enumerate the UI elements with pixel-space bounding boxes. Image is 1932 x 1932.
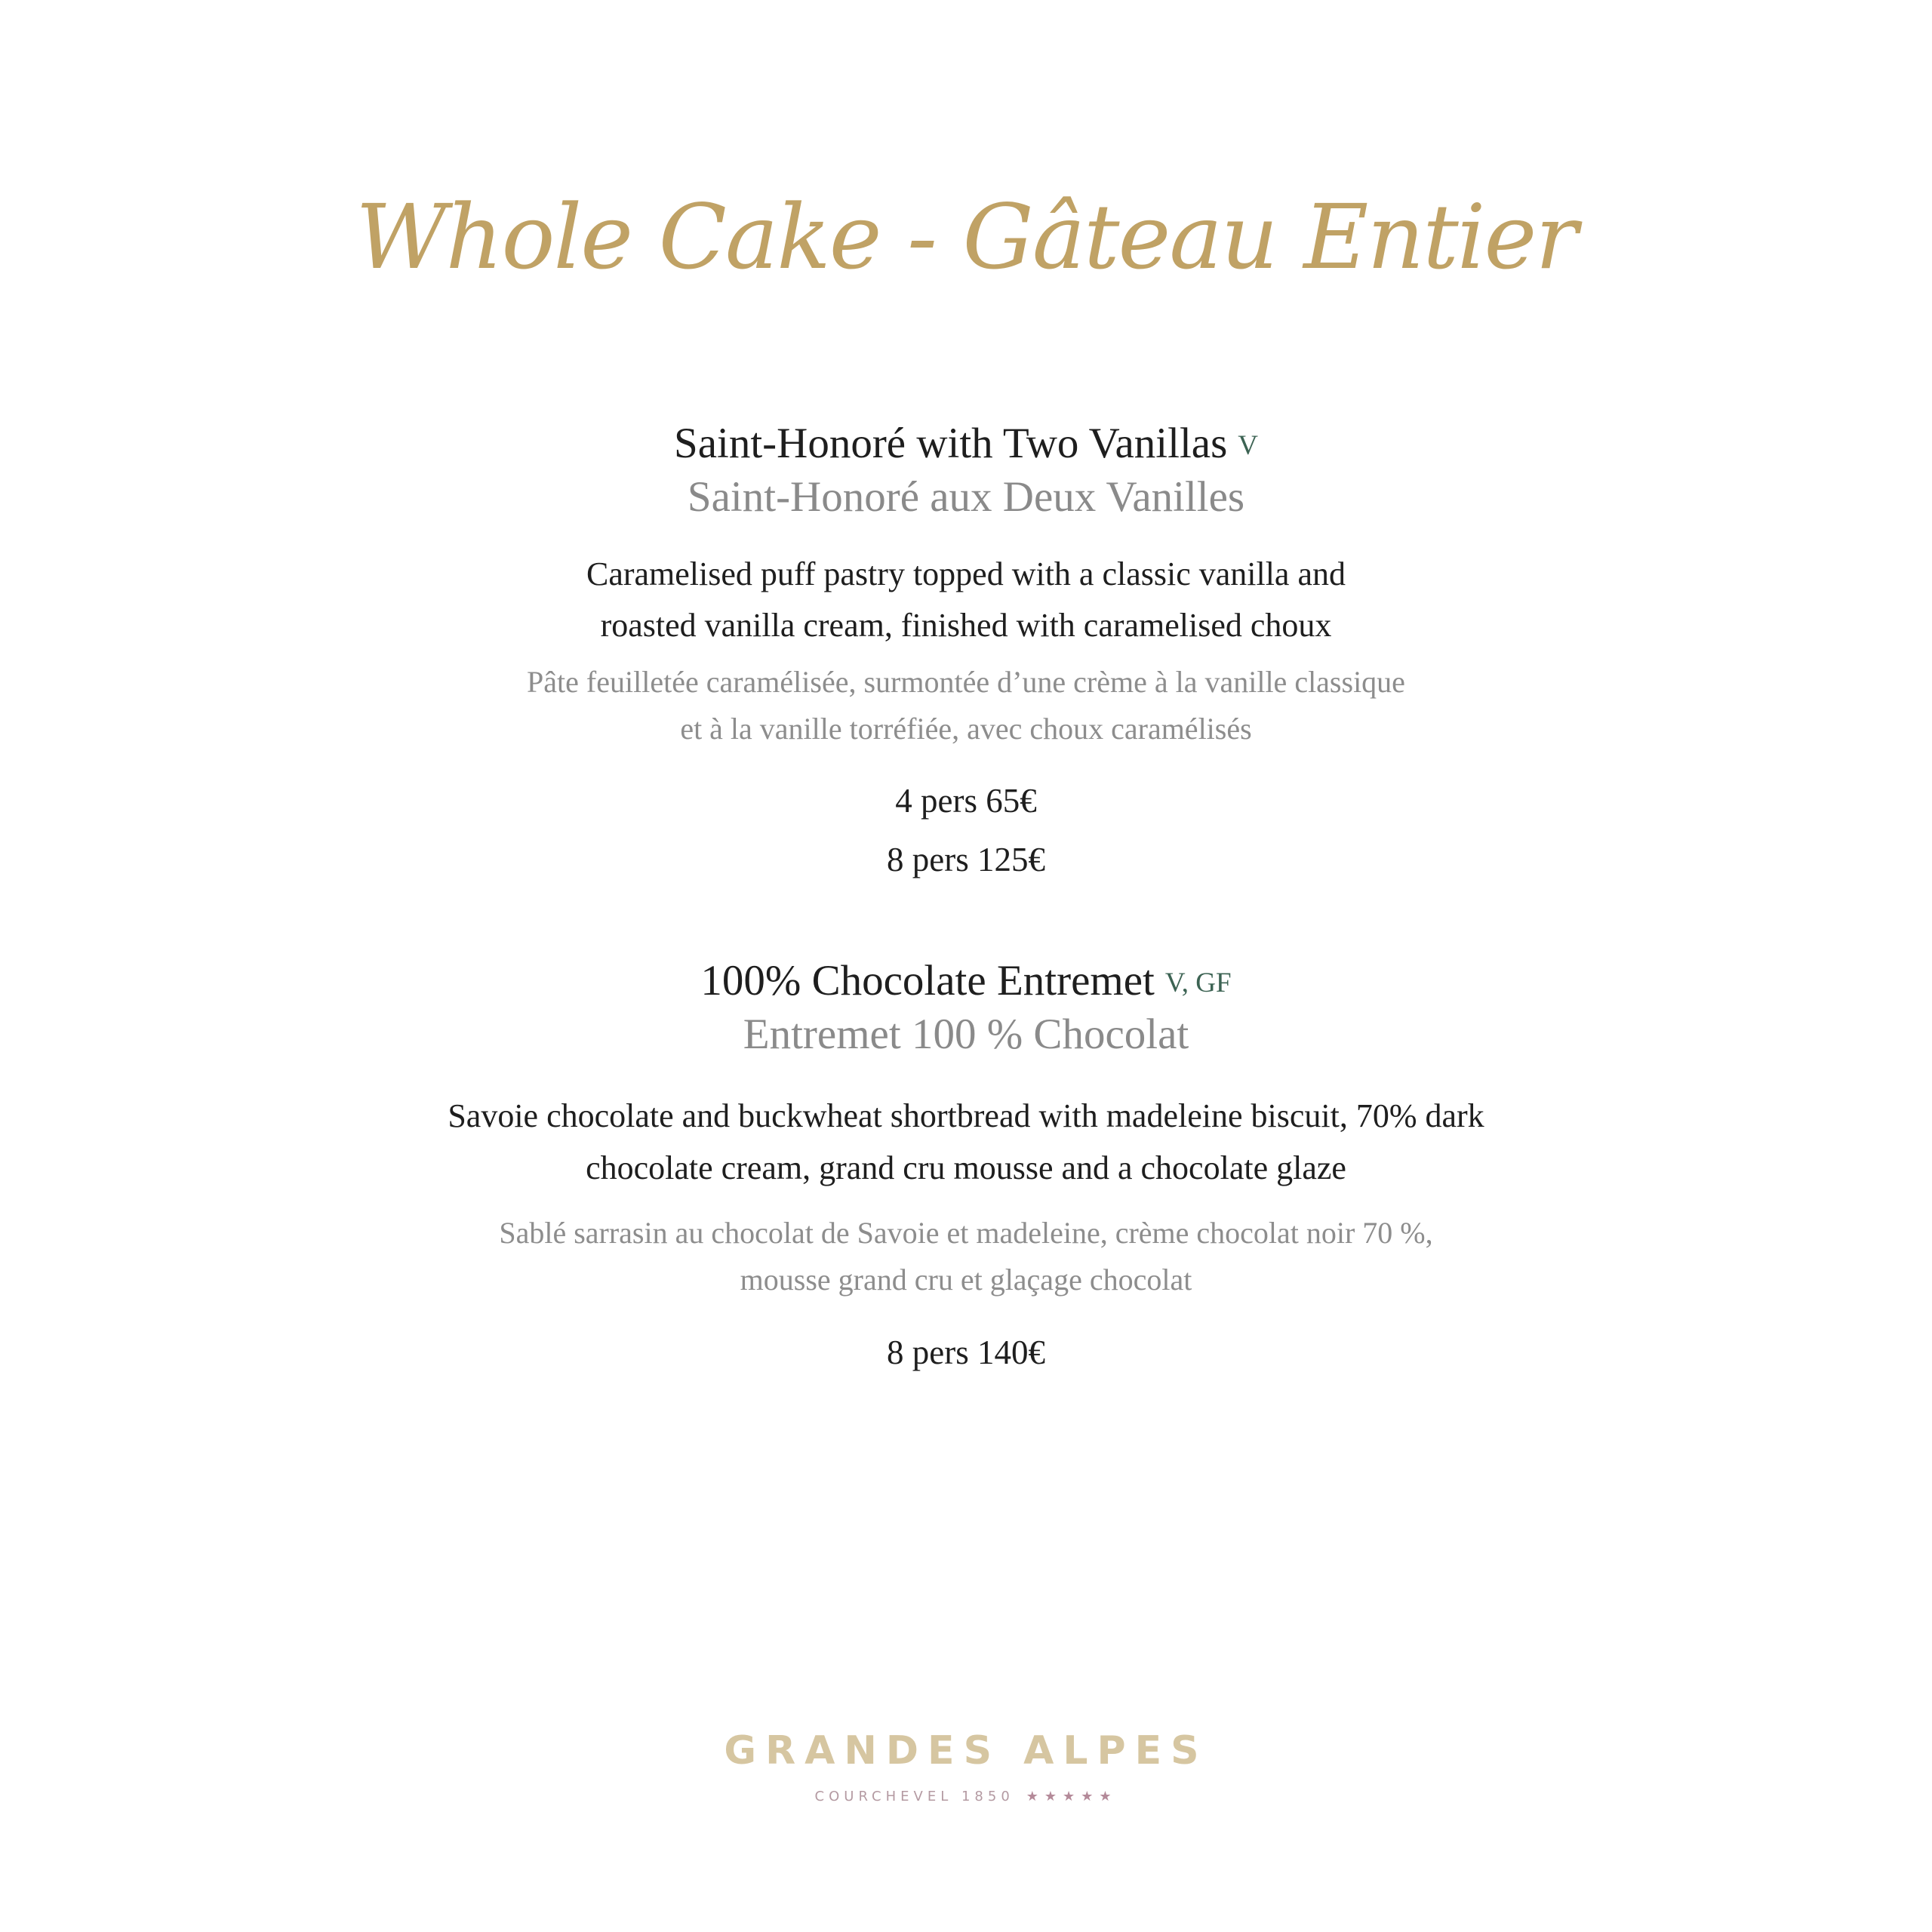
- dish-name-en: [0, 419, 1932, 468]
- price-line: 4 pers 65€: [895, 782, 1037, 820]
- description-en-line: Caramelised puff pastry topped with a classic vanilla and: [586, 555, 1346, 592]
- description-fr-line: Sablé sarrasin au chocolat de Savoie et madeleine, crème chocolat noir 70 %,: [499, 1216, 1433, 1250]
- dish-name-fr: Entremet 100 % Chocolat: [743, 1011, 1189, 1058]
- brand-location: COURCHEVEL 1850: [814, 1789, 1014, 1804]
- dish-name-en-text: Saint-Honoré with Two Vanillas: [674, 420, 1228, 467]
- description-fr-line: Pâte feuilletée caramélisée, surmontée d’une crème à la vanille classique: [527, 665, 1405, 699]
- star-rating-icon: ★★★★★: [1026, 1789, 1118, 1804]
- description-en-line: Savoie chocolate and buckwheat shortbread with madeleine biscuit, 70% dark: [448, 1097, 1484, 1134]
- dish-name-en: [0, 956, 1932, 1005]
- description-fr-line: et à la vanille torréfiée, avec choux caramélisés: [680, 712, 1252, 746]
- dish-name-en-text: 100% Chocolate Entremet: [700, 957, 1155, 1004]
- description-en-line: roasted vanilla cream, finished with caramelised choux: [600, 607, 1332, 644]
- dish-name-fr: Saint-Honoré aux Deux Vanilles: [687, 473, 1245, 521]
- diet-tag: V: [1238, 429, 1258, 461]
- brand-logo: GRANDES ALPES: [724, 1728, 1208, 1774]
- page-title: Whole Cake - Gâteau Entier: [355, 185, 1577, 289]
- description-en-line: chocolate cream, grand cru mousse and a chocolate glaze: [586, 1149, 1346, 1186]
- brand-subtitle: [0, 1789, 1932, 1804]
- price-line: 8 pers 125€: [887, 841, 1045, 878]
- price-line: 8 pers 140€: [887, 1334, 1045, 1371]
- description-fr-line: mousse grand cru et glaçage chocolat: [740, 1263, 1192, 1297]
- diet-tag: V, GF: [1164, 967, 1232, 998]
